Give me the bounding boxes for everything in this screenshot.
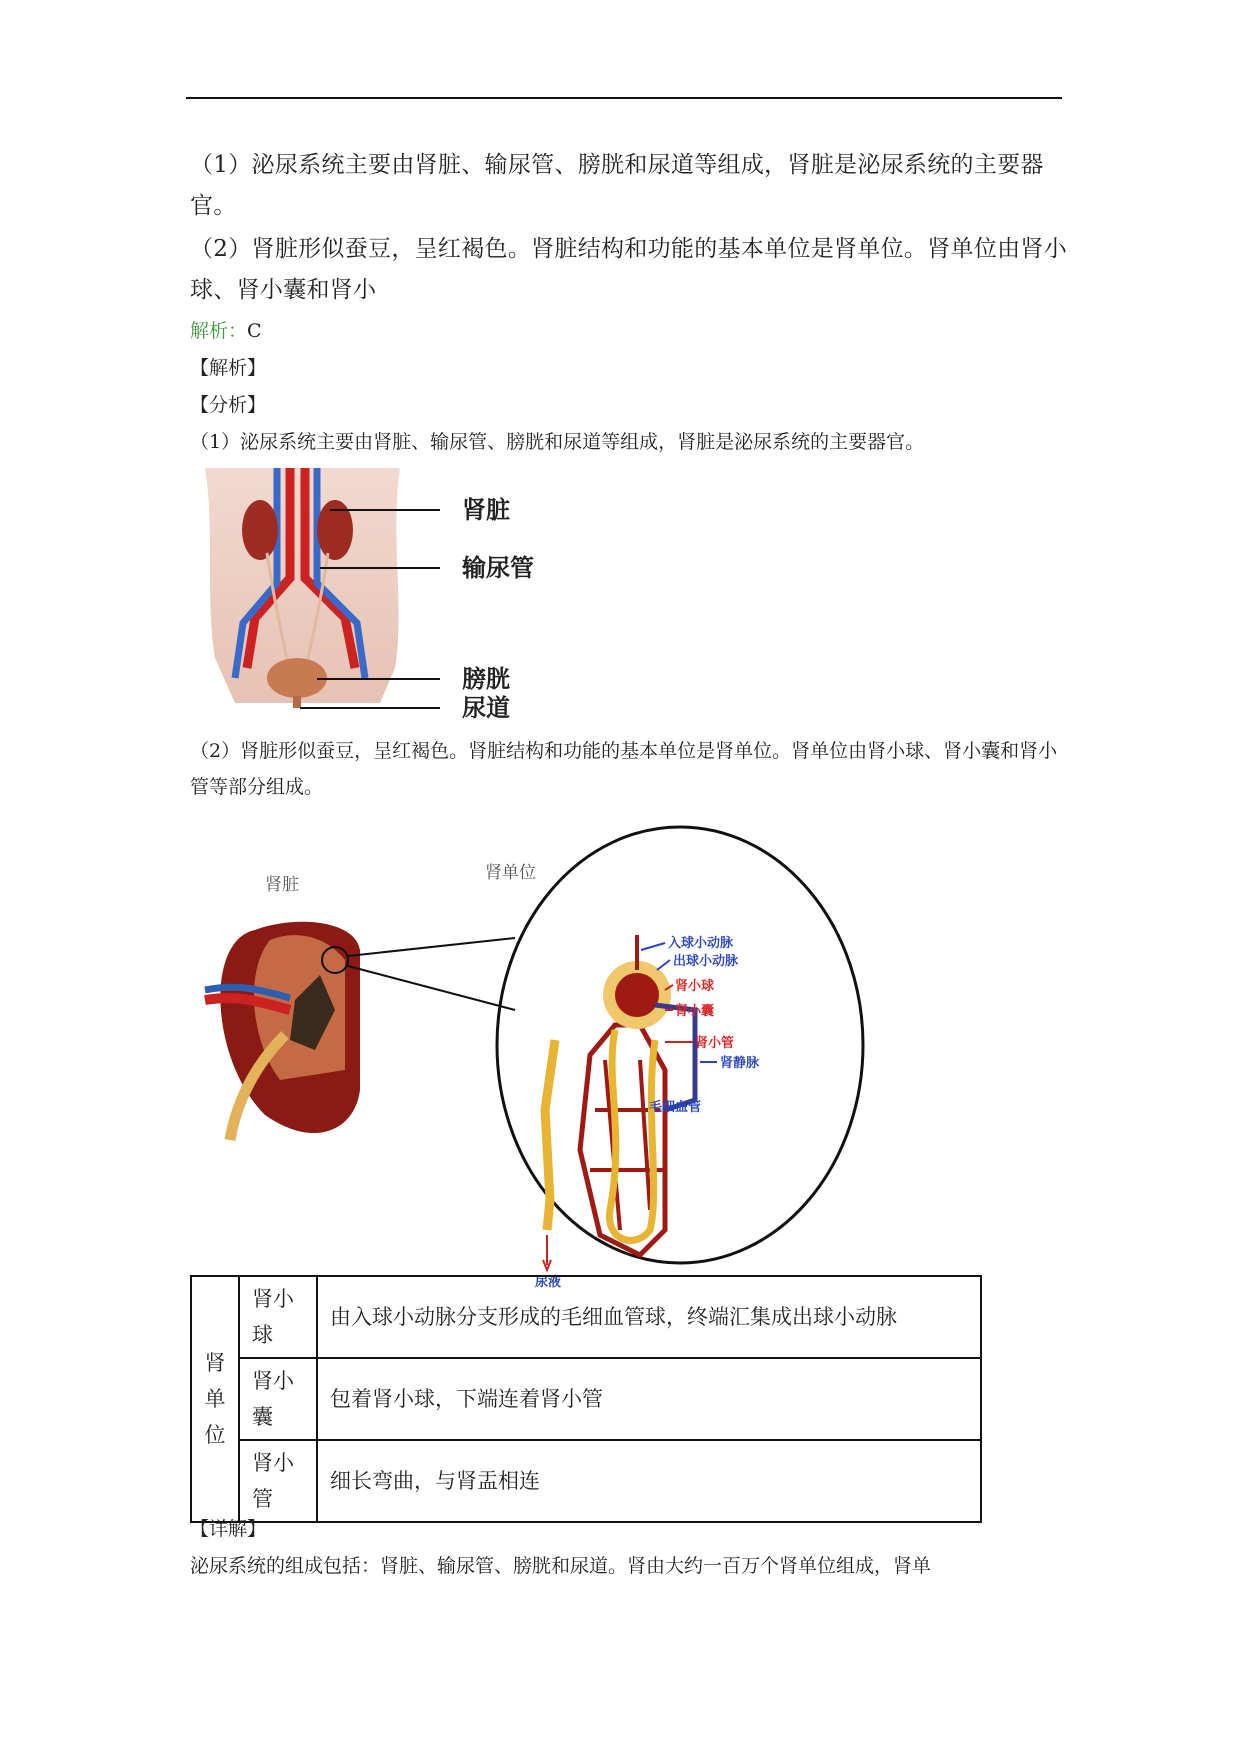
table-name-cell: 肾小球 [239,1276,317,1358]
label-efferent-arteriole: 出球小动脉 [673,954,739,969]
table-row [191,1276,981,1358]
nephron-table [190,1275,982,1523]
table-group-cell: 肾单位 [191,1276,239,1522]
answer-value: C [247,320,262,342]
table-desc-cell: 包着肾小球，下端连着肾小管 [317,1358,981,1440]
label-urethra: 尿道 [462,694,510,722]
urinary-system-figure [205,468,545,723]
nephron-figure [195,810,895,1290]
label-tubule: 肾小管 [695,1036,735,1051]
paragraph-4: （2）肾脏形似蚕豆，呈红褐色。肾脏结构和功能的基本单位是肾单位。肾单位由肾小球、肾小囊和肾小管等部分组成。 [190,740,1058,798]
caption-kidney: 肾脏 [265,875,299,895]
header-rule [186,97,1062,99]
label-kidney: 肾脏 [462,496,510,524]
renal-vein-branch-shape [655,1005,695,1110]
paragraph-3: （1）泌尿系统主要由肾脏、输尿管、膀胱和尿道等组成，肾脏是泌尿系统的主要器官。 [190,431,925,453]
table-row [191,1358,981,1440]
label-bladder: 膀胱 [462,665,510,693]
paragraph-2: （2）肾脏形似蚕豆，呈红褐色。肾脏结构和功能的基本单位是肾单位。肾单位由肾小球、肾小囊和肾小 [190,236,1068,303]
collecting-duct-shape [545,1040,555,1230]
table-desc-cell: 由入球小动脉分支形成的毛细血管球，终端汇集成出球小动脉 [317,1276,981,1358]
caption-nephron: 肾单位 [485,863,536,883]
kidney-left-shape [242,500,278,560]
paragraph-5: 泌尿系统的组成包括：肾脏、输尿管、膀胱和尿道。肾由大约一百万个肾单位组成，肾单 [190,1555,932,1577]
label-ureter: 输尿管 [462,554,534,582]
heading-fenxi: 【分析】 [190,394,267,416]
label-urine: 尿液 [535,1275,562,1290]
glomerulus-shape [615,973,659,1017]
table-row [191,1440,981,1522]
table-name-cell: 肾小囊 [239,1358,317,1440]
table-desc-cell: 细长弯曲，与肾盂相连 [317,1440,981,1522]
heading-jiexi: 【解析】 [190,357,267,379]
heading-xiangjie: 【详解】 [190,1518,267,1540]
urethra-shape [293,696,301,708]
label-glomerulus: 肾小球 [675,979,715,994]
table-name-cell: 肾小管 [239,1440,317,1522]
label-afferent-arteriole: 入球小动脉 [668,936,734,951]
answer-label: 解析： [190,320,248,342]
label-capillary: 毛细血管 [649,1100,702,1115]
paragraph-1: （1）泌尿系统主要由肾脏、输尿管、膀胱和尿道等组成，肾脏是泌尿系统的主要器官。 [190,152,1044,219]
answer-line [190,313,1070,349]
label-renal-vein: 肾静脉 [720,1056,760,1071]
label-capsule: 肾小囊 [675,1004,715,1019]
